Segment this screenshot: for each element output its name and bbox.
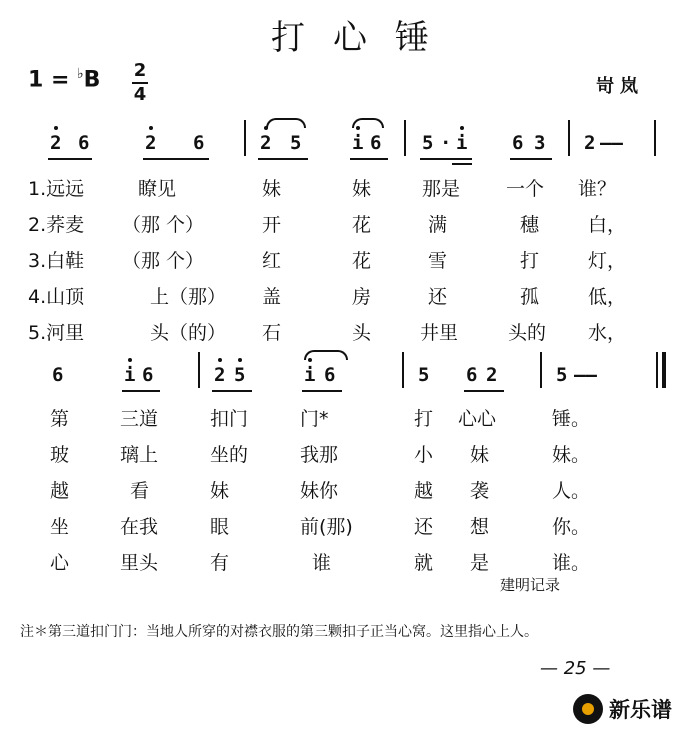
key-note: B: [83, 67, 101, 93]
note: 6: [52, 364, 64, 386]
beam-line: [302, 390, 342, 392]
note: 6: [512, 132, 524, 154]
beam-line: [122, 390, 160, 392]
lyric: 心: [50, 552, 70, 574]
note: i: [124, 364, 136, 386]
lyric: 是: [470, 552, 490, 574]
note: i: [456, 132, 468, 154]
beam-line: [48, 158, 92, 160]
notation-system-2: [0, 350, 700, 400]
note: 2: [50, 132, 62, 154]
time-signature: [132, 60, 148, 106]
lyric: 妹: [210, 480, 230, 502]
beam-line: [143, 158, 209, 160]
lyric: 越: [414, 480, 434, 502]
bar-line: [402, 352, 404, 388]
bar-line: [654, 120, 656, 156]
lyric: 2.荞麦: [28, 214, 85, 236]
note: 5: [556, 364, 568, 386]
lyric: 3.白鞋: [28, 250, 85, 272]
lyric: 房: [352, 286, 372, 308]
lyric: 红: [262, 250, 282, 272]
verse-line-5: [0, 318, 700, 348]
key-signature: [28, 66, 100, 92]
beam-line: [510, 158, 552, 160]
lyric: 小: [414, 444, 434, 466]
lyric: 谁: [312, 552, 332, 574]
slur: [266, 118, 306, 128]
note: 6: [142, 364, 154, 386]
lyric: 那是: [422, 178, 461, 200]
beam-line: [420, 158, 472, 160]
note: 6: [324, 364, 336, 386]
lyric: 谁？: [578, 178, 617, 200]
lyric: 还: [428, 286, 448, 308]
lyric: （那 个）: [122, 214, 205, 236]
note: 5: [418, 364, 430, 386]
verse-line-1: [0, 174, 700, 204]
lyric: 璃上: [120, 444, 159, 466]
extension-dash: ——: [600, 132, 623, 154]
bar-line: [540, 352, 542, 388]
lyric: 瞭见: [138, 178, 177, 200]
lyric: 开: [262, 214, 282, 236]
lyric: 头（的）: [150, 322, 227, 344]
lyric: 妹: [352, 178, 372, 200]
lyric: 前(那): [300, 516, 353, 538]
note: 2: [486, 364, 498, 386]
lyric: 还: [414, 516, 434, 538]
verse-line-10: [0, 548, 700, 578]
lyric: 井里: [420, 322, 459, 344]
recorder-credit: 建明记录: [500, 576, 561, 594]
lyric: 5.河里: [28, 322, 85, 344]
note: 6: [193, 132, 205, 154]
beam-line: [258, 158, 308, 160]
verse-line-3: [0, 246, 700, 276]
note: 2: [584, 132, 596, 154]
note: 5: [422, 132, 434, 154]
lyric: 妹: [470, 444, 490, 466]
lyric: （那 个）: [122, 250, 205, 272]
lyric: 玻: [50, 444, 70, 466]
lyric: 孤: [520, 286, 540, 308]
note: 3: [534, 132, 546, 154]
note: i: [352, 132, 364, 154]
lyric: 灯，: [588, 250, 627, 272]
dot: ·: [440, 132, 452, 154]
beam-line: [464, 390, 504, 392]
verse-line-9: [0, 512, 700, 542]
notation-system-1: [0, 118, 700, 168]
time-signature-top: 2: [133, 60, 147, 81]
lyric: 妹你: [300, 480, 339, 502]
lyric: 第: [50, 408, 70, 430]
lyric: 就: [414, 552, 434, 574]
final-bar-line-thick: [662, 352, 666, 388]
lyric: 盖: [262, 286, 282, 308]
lyric: 穗: [520, 214, 540, 236]
page-number: — 25 —: [540, 658, 611, 679]
verse-line-6: [0, 404, 700, 434]
lyric: 白，: [588, 214, 627, 236]
note: 2: [214, 364, 226, 386]
lyric: 谁。: [552, 552, 591, 574]
verse-line-4: [0, 282, 700, 312]
lyric: 袭: [470, 480, 490, 502]
bar-line: [404, 120, 406, 156]
lyric: 头的: [508, 322, 547, 344]
site-logo[interactable]: [573, 694, 672, 724]
lyric: 头: [352, 322, 372, 344]
footnote: 注＊第三道扣门门：当地人所穿的对襟衣服的第三颗扣子正当心窝。这里指心上人。: [20, 624, 538, 640]
note: 5: [234, 364, 246, 386]
lyric: 心心: [458, 408, 497, 430]
lyric: 打: [520, 250, 540, 272]
note: 6: [466, 364, 478, 386]
lyric: 坐: [50, 516, 70, 538]
record-disc-icon: [573, 694, 603, 724]
lyric: 打: [414, 408, 434, 430]
lyric: 妹: [262, 178, 282, 200]
lyric: 石: [262, 322, 282, 344]
lyric: 扣门: [210, 408, 249, 430]
lyric: 三道: [120, 408, 159, 430]
key-prefix: 1 =: [28, 67, 78, 93]
note: 2: [145, 132, 157, 154]
verse-line-8: [0, 476, 700, 506]
verse-line-2: [0, 210, 700, 240]
lyric: 越: [50, 480, 70, 502]
time-signature-bottom: 4: [133, 84, 147, 105]
logo-text: 新乐谱: [609, 698, 672, 722]
lyric: 雪: [428, 250, 448, 272]
lyric: 满: [428, 214, 448, 236]
lyric: 人。: [552, 480, 591, 502]
lyric: 一个: [506, 178, 545, 200]
beam-line: [350, 158, 388, 160]
lyric: 妹。: [552, 444, 591, 466]
note: 2: [260, 132, 272, 154]
lyric: 看: [130, 480, 150, 502]
song-title: 打心锤: [271, 18, 457, 58]
lyric: 眼: [210, 516, 230, 538]
note: 6: [370, 132, 382, 154]
verse-line-7: [0, 440, 700, 470]
lyric: 花: [352, 250, 372, 272]
lyric: 坐的: [210, 444, 249, 466]
note: 5: [290, 132, 302, 154]
lyric: 花: [352, 214, 372, 236]
lyric: 有: [210, 552, 230, 574]
flat-symbol: ♭: [77, 66, 84, 82]
note: 6: [78, 132, 90, 154]
extension-dash: ——: [574, 364, 597, 386]
bar-line: [244, 120, 246, 156]
lyric: 锤。: [552, 408, 591, 430]
lyric: 里头: [120, 552, 159, 574]
bar-line: [568, 120, 570, 156]
lyric: 水，: [588, 322, 627, 344]
lyric: 上（那）: [150, 286, 227, 308]
lyric: 门*: [300, 408, 329, 430]
region-label: 岢岚: [596, 76, 644, 97]
lyric: 想: [470, 516, 490, 538]
lyric: 1.远远: [28, 178, 85, 200]
lyric: 我那: [300, 444, 339, 466]
lyric: 在我: [120, 516, 159, 538]
lyric: 你。: [552, 516, 591, 538]
note: i: [304, 364, 316, 386]
lyric: 低，: [588, 286, 627, 308]
beam-line: [212, 390, 252, 392]
beam-line: [452, 163, 472, 165]
bar-line: [198, 352, 200, 388]
lyric: 4.山顶: [28, 286, 85, 308]
final-bar-line-thin: [656, 352, 658, 388]
